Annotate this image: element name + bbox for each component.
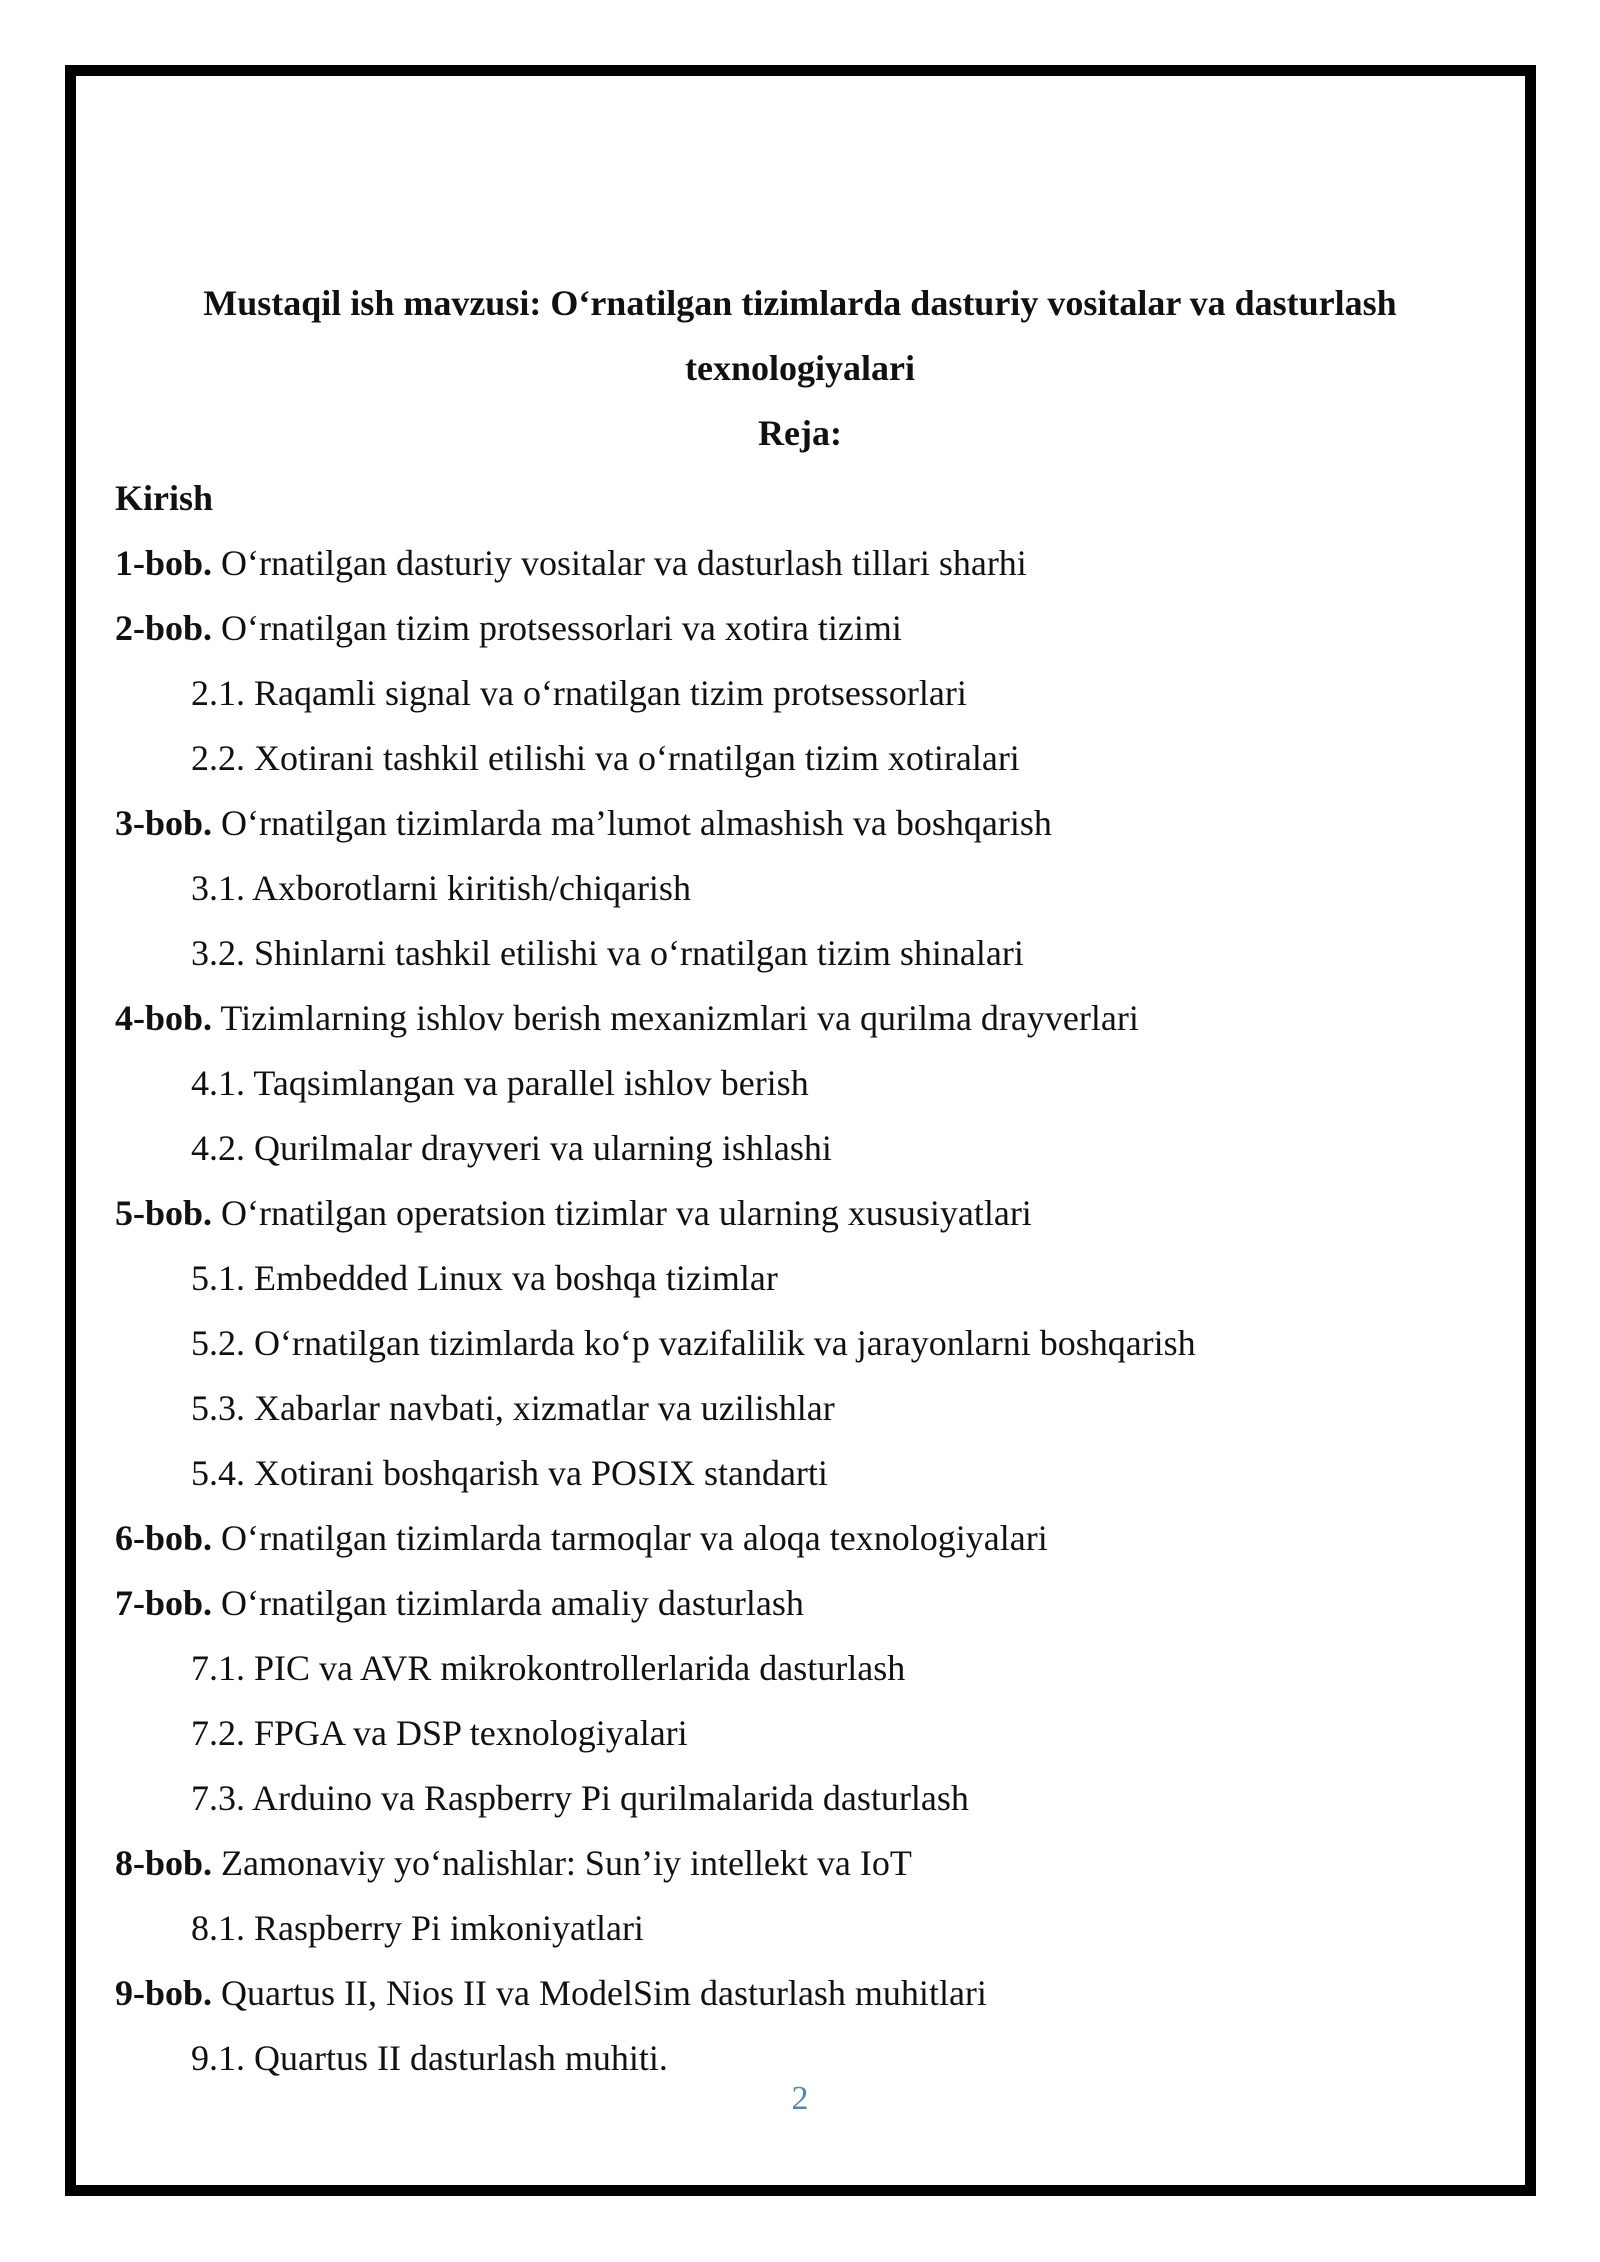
toc-entry-number: 1-bob.	[115, 543, 213, 583]
toc-entry-text: Embedded Linux va boshqa tizimlar	[254, 1258, 778, 1298]
toc-subsection	[115, 1051, 1485, 1116]
toc-entry-text: Tizimlarning ishlov berish mexanizmlari va qurilma drayverlari	[220, 998, 1139, 1038]
toc-subsection	[115, 1246, 1485, 1311]
toc-entry-number: 4.2.	[191, 1128, 245, 1168]
page-number: 2	[791, 2080, 809, 2117]
toc-entry-number: 2.2.	[191, 738, 245, 778]
toc-entry-text: Raspberry Pi imkoniyatlari	[254, 1908, 644, 1948]
toc-entry-number: 3-bob.	[115, 803, 213, 843]
toc-subsection	[115, 1701, 1485, 1766]
toc-entry-number: 2.1.	[191, 673, 245, 713]
toc-entry-text: FPGA va DSP texnologiyalari	[254, 1713, 688, 1753]
toc-entry-number: 4-bob.	[115, 998, 213, 1038]
toc-subsection	[115, 1441, 1485, 1506]
toc-entry-number: 9-bob.	[115, 1973, 213, 2013]
toc-chapter	[115, 1506, 1485, 1571]
toc-entry-number: 7.1.	[191, 1648, 245, 1688]
toc-subsection	[115, 1311, 1485, 1376]
toc-subsection	[115, 1766, 1485, 1831]
toc-entry-number: 3.1.	[191, 868, 245, 908]
toc-subsection	[115, 1636, 1485, 1701]
toc-subsection	[115, 661, 1485, 726]
plan-heading: Reja:	[758, 413, 842, 453]
toc-entry-text: Zamonaviy yo‘nalishlar: Sun’iy intellekt va IoT	[221, 1843, 912, 1883]
toc-entry-number: 5.2.	[191, 1323, 245, 1363]
toc-entry-text: O‘rnatilgan operatsion tizimlar va ularning xususiyatlari	[221, 1193, 1032, 1233]
toc-entry-text: Xabarlar navbati, xizmatlar va uzilishlar	[254, 1388, 835, 1428]
toc-entry-number: 2-bob.	[115, 608, 213, 648]
toc-entry-text: Axborotlarni kiritish/chiqarish	[252, 868, 691, 908]
toc-chapter	[115, 1571, 1485, 1636]
toc-entry-number: 8-bob.	[115, 1843, 213, 1883]
toc-entry-text: Taqsimlangan va parallel ishlov berish	[253, 1063, 809, 1103]
toc-entry-number: 5.1.	[191, 1258, 245, 1298]
toc-intro	[115, 466, 1485, 531]
toc-chapter	[115, 531, 1485, 596]
toc-entry-number: 7-bob.	[115, 1583, 213, 1623]
toc-chapter	[115, 1961, 1485, 2026]
toc-subsection	[115, 921, 1485, 986]
toc-subsection	[115, 1376, 1485, 1441]
toc-entry-text: Kirish	[115, 478, 214, 518]
toc-entry-text: Arduino va Raspberry Pi qurilmalarida dasturlash	[252, 1778, 969, 1818]
toc-entry-text: Qurilmalar drayveri va ularning ishlashi	[254, 1128, 832, 1168]
document-body	[115, 271, 1485, 2091]
toc-entry-text: O‘rnatilgan tizimlarda tarmoqlar va aloqa texnologiyalari	[221, 1518, 1048, 1558]
toc-entry-number: 7.2.	[191, 1713, 245, 1753]
toc-entry-text: Quartus II dasturlash muhiti.	[254, 2038, 668, 2078]
toc-entry-number: 9.1.	[191, 2038, 245, 2078]
toc-entry-text: O‘rnatilgan tizimlarda ko‘p vazifalilik va jarayonlarni boshqarish	[254, 1323, 1196, 1363]
toc-chapter	[115, 1831, 1485, 1896]
toc-entry-text: O‘rnatilgan tizimlarda amaliy dasturlash	[221, 1583, 804, 1623]
toc-subsection	[115, 856, 1485, 921]
toc-entry-text: Xotirani boshqarish va POSIX standarti	[254, 1453, 828, 1493]
table-of-contents	[115, 466, 1485, 2091]
toc-entry-text: Raqamli signal va o‘rnatilgan tizim protsessorlari	[254, 673, 967, 713]
toc-entry-text: O‘rnatilgan tizimlarda ma’lumot almashish va boshqarish	[221, 803, 1052, 843]
toc-entry-number: 7.3.	[191, 1778, 245, 1818]
toc-entry-text: O‘rnatilgan tizim protsessorlari va xotira tizimi	[221, 608, 902, 648]
document-title: Mustaqil ish mavzusi: O‘rnatilgan tizimlarda dasturiy vositalar va dasturlash texnologiyalari	[203, 283, 1397, 388]
toc-entry-number: 5.4.	[191, 1453, 245, 1493]
toc-entry-number: 6-bob.	[115, 1518, 213, 1558]
toc-entry-text: Shinlarni tashkil etilishi va o‘rnatilgan tizim shinalari	[254, 933, 1024, 973]
toc-subsection	[115, 726, 1485, 791]
toc-entry-text: Quartus II, Nios II va ModelSim dasturlash muhitlari	[221, 1973, 987, 2013]
toc-entry-number: 4.1.	[191, 1063, 245, 1103]
toc-chapter	[115, 1181, 1485, 1246]
toc-subsection	[115, 1896, 1485, 1961]
toc-entry-text: Xotirani tashkil etilishi va o‘rnatilgan tizim xotiralari	[254, 738, 1020, 778]
toc-entry-number: 3.2.	[191, 933, 245, 973]
toc-chapter	[115, 596, 1485, 661]
toc-chapter	[115, 986, 1485, 1051]
toc-entry-text: O‘rnatilgan dasturiy vositalar va dasturlash tillari sharhi	[221, 543, 1027, 583]
toc-entry-text: PIC va AVR mikrokontrollerlarida dasturlash	[254, 1648, 906, 1688]
toc-entry-number: 5.3.	[191, 1388, 245, 1428]
toc-chapter	[115, 791, 1485, 856]
toc-entry-number: 8.1.	[191, 1908, 245, 1948]
toc-subsection	[115, 1116, 1485, 1181]
toc-entry-number: 5-bob.	[115, 1193, 213, 1233]
